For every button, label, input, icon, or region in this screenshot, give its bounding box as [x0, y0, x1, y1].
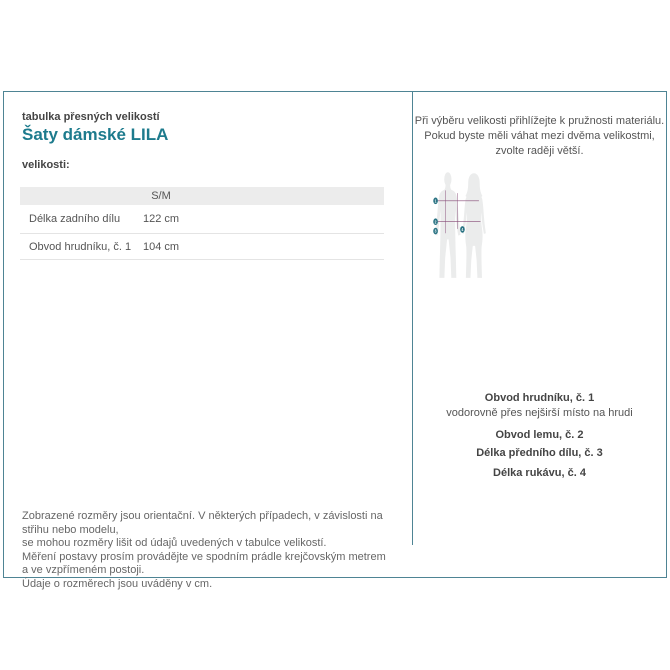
legend-sleeve: Délka rukávu, č. 4: [493, 467, 586, 479]
body-measurement-diagram: [411, 170, 667, 378]
marker-1: [433, 198, 438, 205]
svg-text:3: 3: [434, 228, 437, 234]
disclaimer-line: Údaje o rozměrech jsou uváděny v cm.: [22, 577, 213, 590]
svg-text:2: 2: [434, 218, 437, 225]
size-advice-line: Při výběru velikosti přihlížejte k pružnosti materiálu.: [414, 115, 665, 127]
legend-front-length: Délka předního dílu, č. 3: [476, 447, 603, 459]
size-table-header: [20, 187, 384, 205]
size-chart-panel: [3, 91, 667, 590]
measurement-label: Délka zadního dílu: [29, 213, 121, 225]
size-advice-text: [413, 114, 666, 159]
marker-2: [433, 218, 438, 225]
legend-chest: Obvod hrudníku, č. 1: [484, 392, 595, 404]
size-advice-line: Pokud byste měli váhat mezi dvěma velikostmi,: [424, 130, 655, 142]
table-row: [20, 205, 384, 234]
female-silhouette: [462, 173, 486, 278]
measurement-value: 104 cm: [142, 240, 180, 253]
disclaimer-text: [22, 510, 392, 591]
disclaimer-line: Zobrazené rozměry jsou orientační. V některých případech, v závislosti na střihu nebo modelu,: [22, 510, 383, 536]
disclaimer-line: Měření postavy prosím provádějte ve spodním prádle krejčovským metrem a ve vzpřímeném postoji.: [22, 550, 386, 576]
legend-chest-note: vodorovně přes nejširší místo na hrudi: [446, 407, 633, 419]
measurement-label: Obvod hrudníku, č. 1: [29, 240, 132, 253]
svg-text:1: 1: [434, 197, 437, 204]
male-silhouette: [435, 172, 460, 278]
disclaimer-line: se mohou rozměry lišit od údajů uvedených v tabulce velikostí.: [22, 537, 327, 549]
legend-hem: Obvod lemu, č. 2: [495, 429, 584, 441]
measurement-value: 122 cm: [142, 213, 180, 225]
sizes-label: velikosti:: [22, 159, 70, 171]
svg-text:4: 4: [461, 226, 464, 233]
table-eyebrow-label: tabulka přesných velikostí: [22, 111, 160, 123]
marker-4: [460, 226, 465, 233]
marker-3: [433, 228, 438, 235]
product-title: Šaty dámské LILA: [22, 125, 169, 144]
size-advice-line: zvolte raději větší.: [495, 145, 584, 157]
table-row: [20, 234, 384, 260]
size-column-header: S/M: [151, 190, 171, 202]
